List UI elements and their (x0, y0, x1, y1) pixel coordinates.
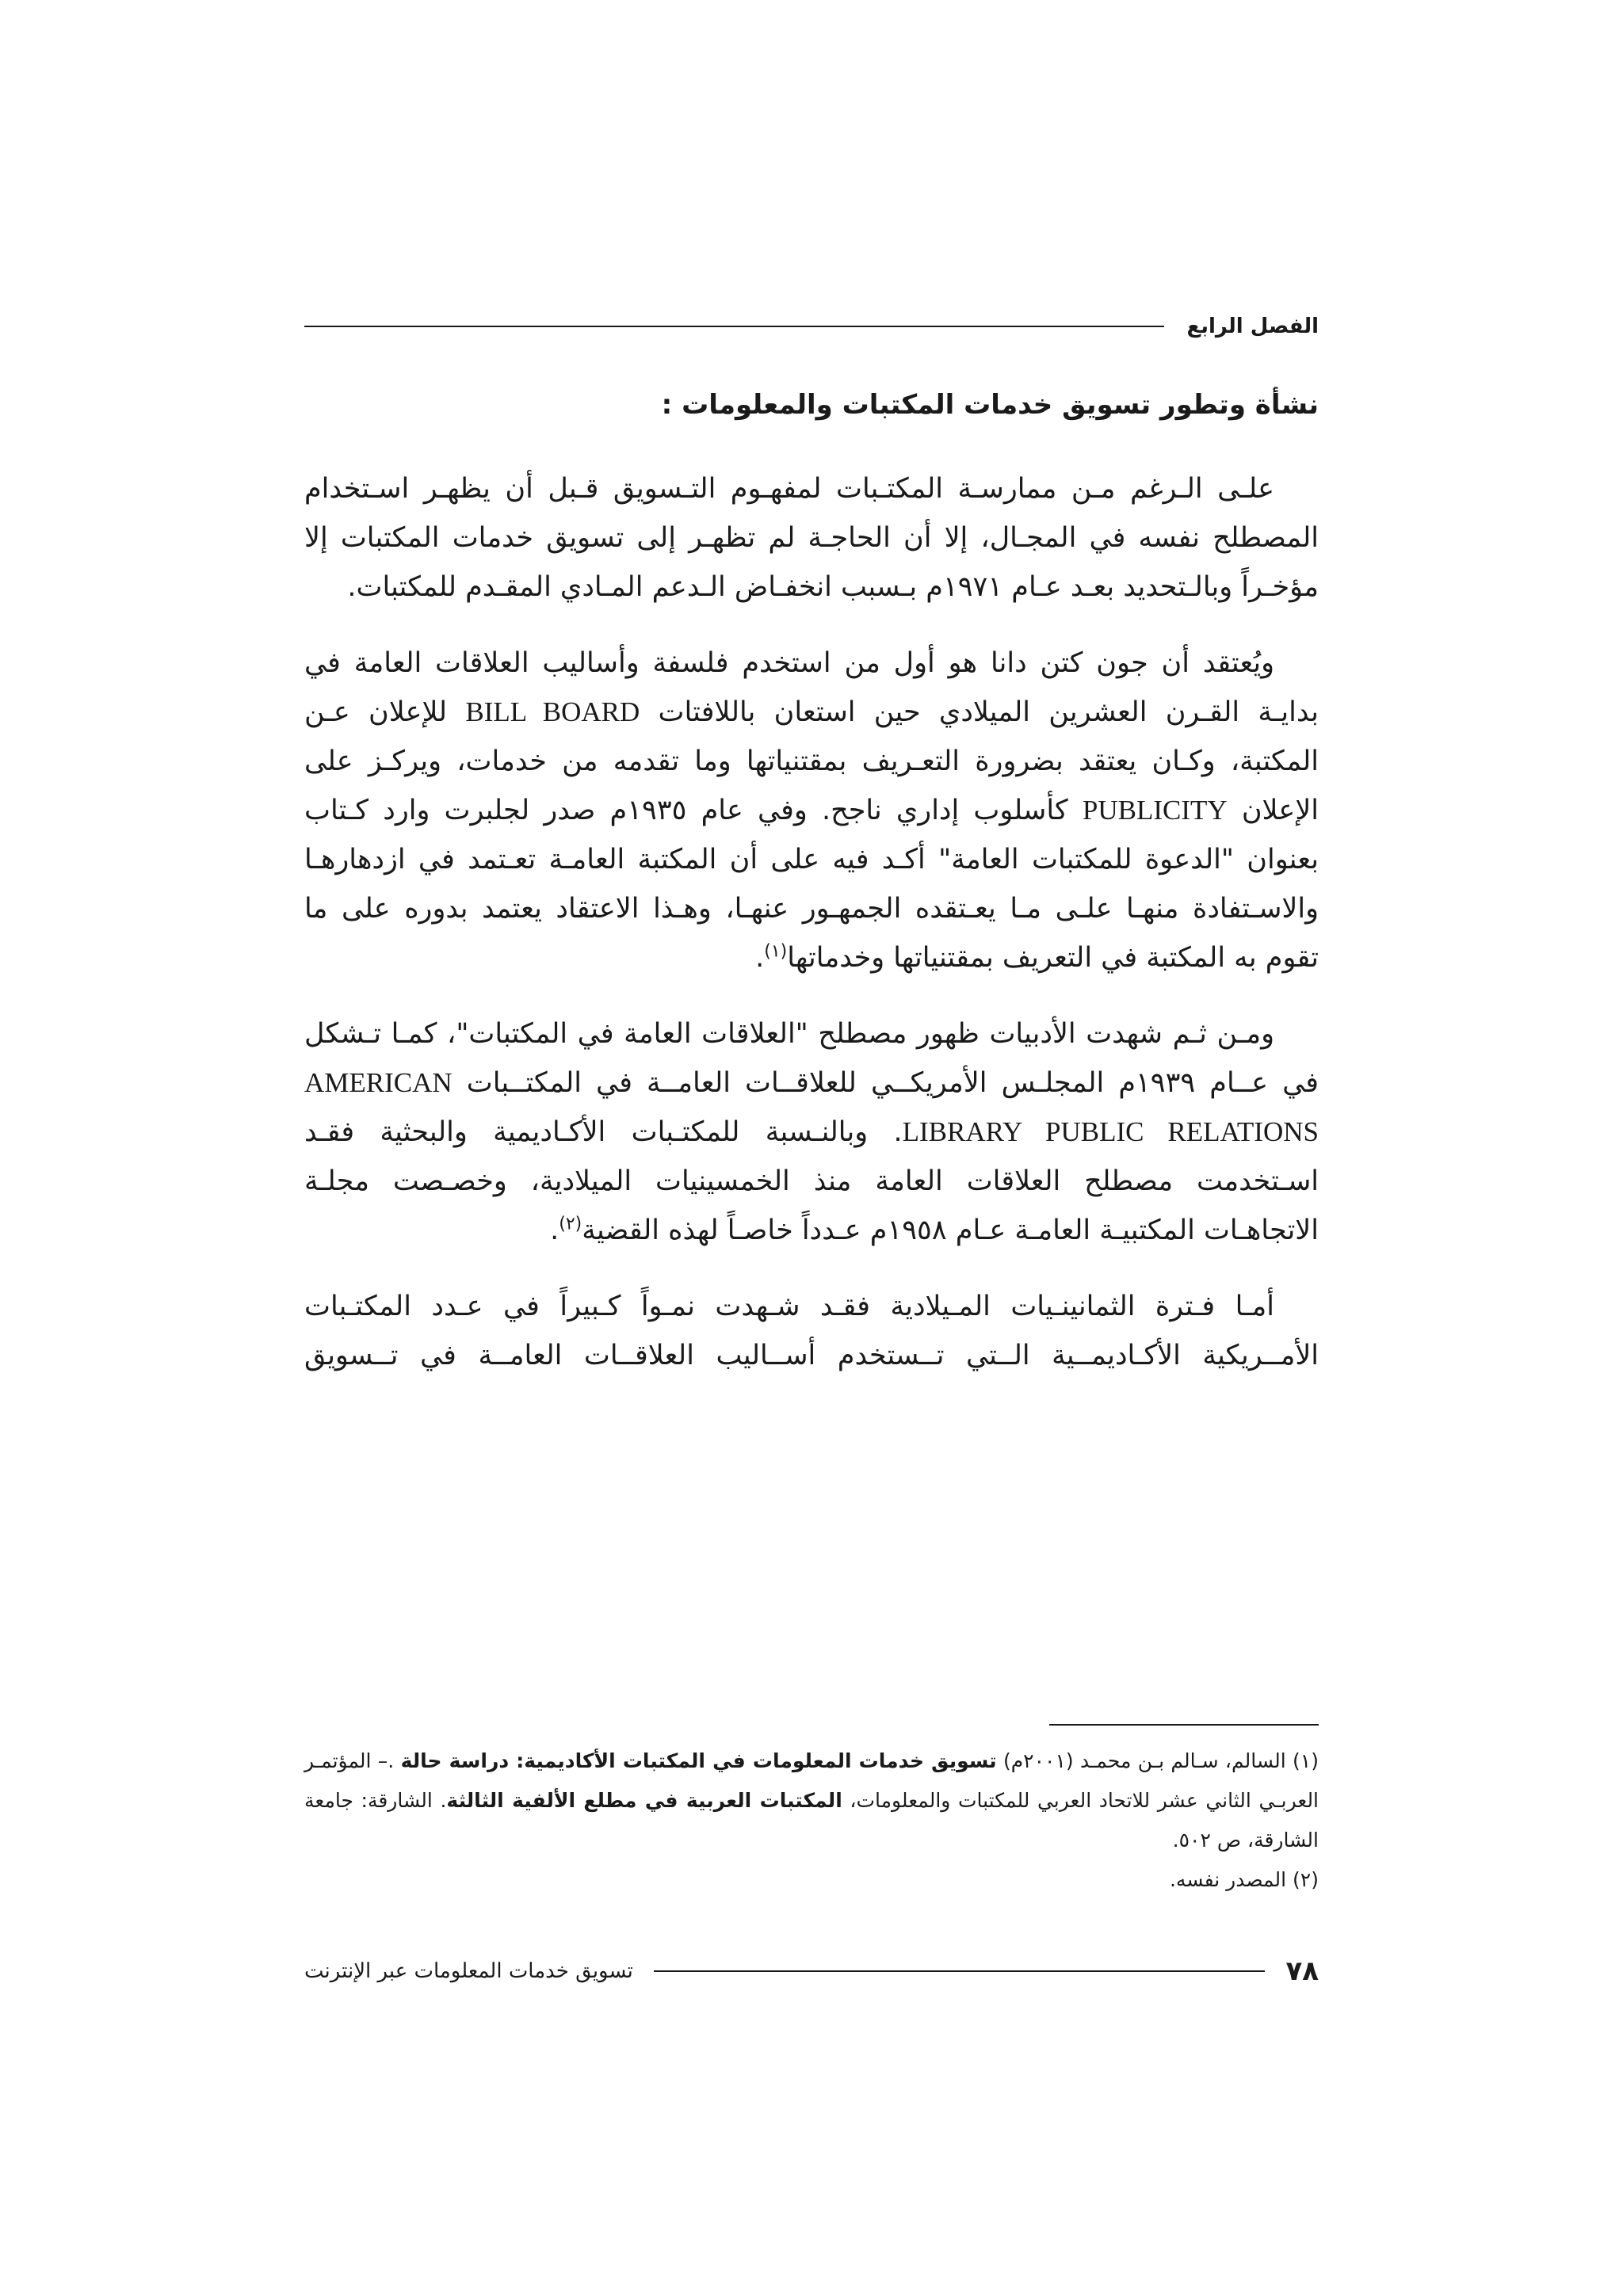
page-number: ٧٨ (1285, 1955, 1319, 1987)
footnotes (304, 1741, 1319, 1900)
chapter-title: الفصل الرابع (1186, 315, 1319, 338)
footnote-separator (1049, 1724, 1319, 1726)
book-title: تسويق خدمات المعلومات عبر الإنترنت (304, 1959, 633, 1983)
footnote-1-number: (١) (1293, 1749, 1319, 1772)
running-footer (304, 1952, 1319, 1990)
footnote-2 (304, 1860, 1319, 1900)
paragraph-2-part-2: للإعلان عـن المكتبة، وكـان يعتقد بضرورة التعـريف بمقتنياتها وما تقدمه من خدمات، ويركـز على الإعلان (304, 696, 1319, 826)
footnote-2-text: المصدر نفسه. (1169, 1868, 1287, 1891)
term-american-library-pr: AMERICAN LIBRARY PUBLIC RELATIONS (304, 1067, 1319, 1147)
paragraph-3 (304, 1009, 1319, 1255)
footnote-ref-1[interactable]: (١) (764, 941, 788, 962)
body-text (304, 464, 1319, 1380)
paragraph-2-part-1: ويُعتقد أن جون كتن دانا هو أول من استخدم فلسفة وأساليب العلاقات العامة في بدايـة القـرن العشرين الميلادي حين استعان باللافتات (304, 647, 1319, 728)
footnote-1-conference: .– المؤتمـر العربـي الثاني عشر للاتحاد العربي للمكتبات والمعلومات، (304, 1749, 1319, 1812)
footnote-1-author: السالم، سـالم بـن محمـد (٢٠٠١م) (1002, 1749, 1286, 1772)
paragraph-3-end: . (550, 1215, 559, 1246)
footnote-2-number: (٢) (1293, 1868, 1319, 1891)
footnote-ref-2[interactable]: (٢) (559, 1214, 582, 1234)
footnote-1-title: تسويق خدمات المعلومات في المكتبات الأكاديمية: دراسة حالة (400, 1749, 997, 1772)
footnote-1-conference-title: المكتبات العربية في مطلع الألفية الثالثة (446, 1789, 842, 1812)
term-bill-board: BILL BOARD (465, 696, 640, 727)
paragraph-1: علـى الـرغم مـن ممارسـة المكتـبات لمفهـوم التـسويق قـبل أن يظهـر اسـتخدام المصطلح نفسه في المجـال، إلا أن الحاجـة لم تظهـر إلى تسويق خدمات المكتبات إلا مؤخـراً وبالـتحديد بعـد عـام ١٩٧١م بـسبب انخفـاض الـدعم المـادي المقـدم للمكتبات. (304, 473, 1319, 603)
paragraph-3-part-2: . وبالنـسبة للمكتـبات الأكـاديمية والبحثية فقـد اسـتخدمت مصطلح العلاقات العامة منذ الخمسينيات الميلادية، وخصـصت مجلـة الاتجاهـات المكتبيـة العامـة عـام ١٩٥٨م عـدداً خاصـاً لهذه القضية (304, 1116, 1319, 1246)
footnote-1-publisher: . الشارقة: جامعة الشارقة، ص ٥٠٢. (304, 1789, 1319, 1852)
section-heading: نشأة وتطور تسويق خدمات المكتبات والمعلومات : (661, 389, 1319, 421)
paragraph-2 (304, 639, 1319, 982)
paragraph-2-part-3: كأسلوب إداري ناجح. وفي عام ١٩٣٥م صدر لجلبرت وارد كـتاب بعنوان "الدعوة للمكتبات العامة" أكـد فيه على أن المكتبة العامـة تعـتمد في ازدهارهـا والاسـتفادة منهـا علـى مـا يعـتقده الجمهـور عنهـا، وهـذا الاعتقاد يعتمد بدوره على ما تقوم به المكتبة في التعريف بمقتنياتها وخدماتها (304, 795, 1319, 974)
term-publicity: PUBLICITY (1082, 795, 1228, 826)
running-header (304, 311, 1319, 342)
paragraph-3-part-1: ومـن ثـم شهدت الأدبيات ظهور مصطلح "العلاقات العامة في المكتبات"، كمـا تـشكل في عــام ١٩٣٩م المجلـس الأمريكــي للعلاقــات العامــة في المكتــبات (304, 1018, 1319, 1099)
paragraph-4: أمـا فـترة الثمانينـيات المـيلادية فقـد شـهدت نمـواً كـبيراً في عـدد المكتـبات الأمــريكية الأكـاديمــية الــتي تــستخدم أســاليب العلاقــات العامــة في تــسويق (304, 1291, 1319, 1371)
footer-rule (654, 1970, 1266, 1972)
paragraph-2-end: . (755, 942, 765, 974)
header-rule (304, 326, 1164, 327)
footnote-1 (304, 1741, 1319, 1860)
